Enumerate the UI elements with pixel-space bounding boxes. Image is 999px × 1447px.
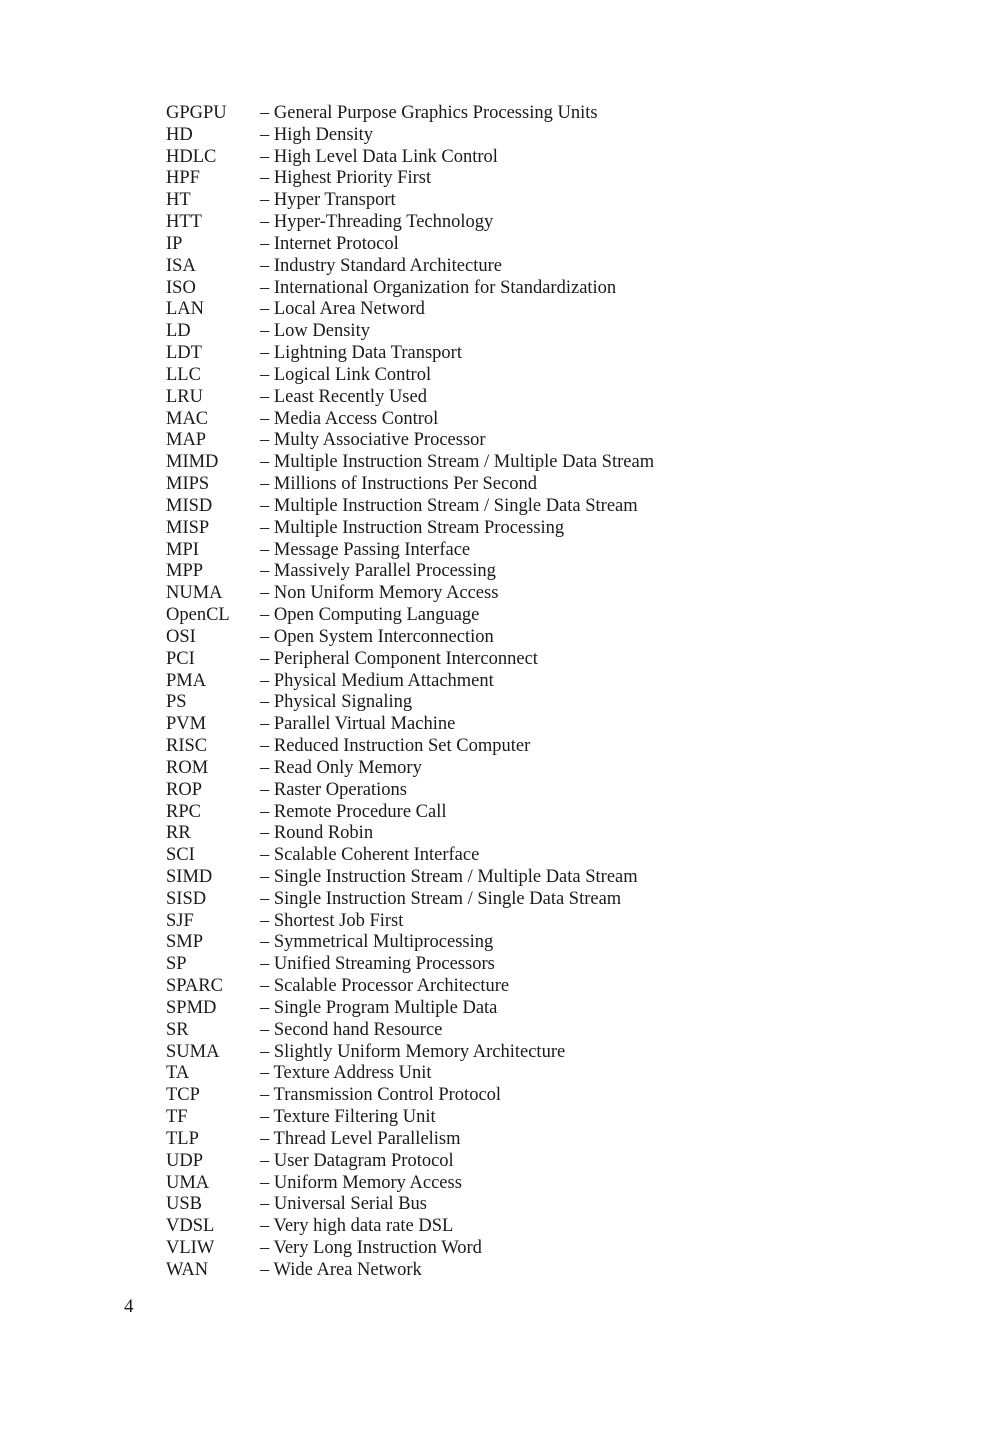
abbreviation-definition: – Symmetrical Multiprocessing: [260, 932, 494, 953]
abbreviation-definition: – Single Instruction Stream / Single Data Stream: [260, 888, 622, 909]
abbreviation-definition: – User Datagram Protocol: [260, 1150, 454, 1171]
abbreviation-row: [166, 1151, 654, 1173]
abbreviation-row: [166, 1194, 654, 1216]
abbreviation-row: [166, 845, 654, 867]
abbreviation-definition: – Message Passing Interface: [260, 539, 471, 560]
abbreviation-definition: – Massively Parallel Processing: [260, 561, 496, 582]
abbreviation-term: MISD: [166, 495, 213, 516]
abbreviation-term: SUMA: [166, 1041, 220, 1062]
abbreviation-row: [166, 605, 654, 627]
abbreviation-term: TA: [166, 1063, 190, 1084]
abbreviation-row: [166, 1216, 654, 1238]
abbreviation-term: HPF: [166, 168, 200, 189]
abbreviation-row: [166, 671, 654, 693]
abbreviation-term: HTT: [166, 212, 202, 233]
abbreviation-term: LAN: [166, 299, 205, 320]
abbreviation-term: ROM: [166, 757, 209, 778]
abbreviation-definition: – Parallel Virtual Machine: [260, 714, 456, 735]
abbreviation-term: SMP: [166, 932, 204, 953]
abbreviation-definition: – Slightly Uniform Memory Architecture: [260, 1041, 566, 1062]
abbreviation-definition: – Uniform Memory Access: [260, 1172, 462, 1193]
abbreviation-definition: – General Purpose Graphics Processing Units: [260, 103, 598, 123]
abbreviation-term: HD: [166, 124, 193, 145]
abbreviation-row: [166, 168, 654, 190]
abbreviation-definition: – Scalable Processor Architecture: [260, 976, 510, 997]
abbreviation-definition: – Single Program Multiple Data: [260, 997, 498, 1018]
abbreviation-row: [166, 1020, 654, 1042]
abbreviation-term: ISA: [166, 255, 196, 276]
abbreviation-definition: – Round Robin: [260, 823, 374, 844]
abbreviation-row: [166, 627, 654, 649]
abbreviation-definition: – Peripheral Component Interconnect: [260, 648, 538, 669]
abbreviation-row: [166, 1107, 654, 1129]
abbreviation-term: PS: [166, 692, 187, 713]
abbreviation-term: RISC: [166, 736, 208, 757]
abbreviation-definition: – Transmission Control Protocol: [260, 1085, 502, 1106]
abbreviation-term: SISD: [166, 888, 207, 909]
abbreviation-row: [166, 343, 654, 365]
abbreviation-row: [166, 387, 654, 409]
abbreviation-term: MAC: [166, 408, 209, 429]
abbreviation-term: PMA: [166, 670, 207, 691]
abbreviation-row: [166, 976, 654, 998]
abbreviation-row: [166, 518, 654, 540]
abbreviation-row: [166, 1063, 654, 1085]
abbreviation-row: [166, 932, 654, 954]
abbreviation-row: [166, 365, 654, 387]
abbreviation-definition: – Media Access Control: [260, 408, 439, 429]
abbreviation-definition: – Multy Associative Processor: [260, 430, 486, 451]
abbreviation-row: [166, 103, 654, 125]
abbreviation-row: [166, 692, 654, 714]
abbreviation-definition: – Physical Signaling: [260, 692, 413, 713]
abbreviation-term: NUMA: [166, 583, 223, 604]
abbreviation-definition: – Read Only Memory: [260, 757, 422, 778]
abbreviation-term: HDLC: [166, 146, 217, 167]
abbreviation-definition: – Multiple Instruction Stream / Multiple Data Stream: [260, 452, 655, 473]
abbreviation-term: PVM: [166, 714, 207, 735]
abbreviation-definition: – Shortest Job First: [260, 910, 404, 931]
abbreviation-definition: – Highest Priority First: [260, 168, 432, 189]
abbreviation-definition: – High Level Data Link Control: [260, 146, 498, 167]
abbreviation-row: [166, 954, 654, 976]
abbreviation-definition: – Reduced Instruction Set Computer: [260, 736, 531, 757]
abbreviation-term: TF: [166, 1107, 188, 1128]
abbreviation-row: [166, 212, 654, 234]
abbreviation-definition: – International Organization for Standardization: [260, 277, 617, 298]
abbreviation-definition: – Local Area Netword: [260, 299, 425, 320]
abbreviation-definition: – Multiple Instruction Stream Processing: [260, 517, 565, 538]
abbreviation-row: [166, 1260, 654, 1282]
abbreviation-definition: – Physical Medium Attachment: [260, 670, 494, 691]
abbreviation-term: RPC: [166, 801, 201, 822]
abbreviation-term: SCI: [166, 845, 195, 866]
abbreviation-row: [166, 409, 654, 431]
abbreviation-term: SPARC: [166, 976, 223, 997]
abbreviation-term: USB: [166, 1194, 202, 1215]
abbreviation-definition: – Industry Standard Architecture: [260, 255, 502, 276]
abbreviation-definition: – Non Uniform Memory Access: [260, 583, 499, 604]
abbreviation-term: TLP: [166, 1128, 199, 1149]
abbreviation-definition: – Multiple Instruction Stream / Single Data Stream: [260, 495, 638, 516]
abbreviation-definition: – Wide Area Network: [260, 1259, 422, 1280]
abbreviation-row: [166, 496, 654, 518]
abbreviation-row: [166, 583, 654, 605]
abbreviation-definition: – Single Instruction Stream / Multiple Data Stream: [260, 866, 638, 887]
abbreviation-definition: – Internet Protocol: [260, 233, 399, 254]
abbreviation-row: [166, 1085, 654, 1107]
abbreviation-definition: – Raster Operations: [260, 779, 407, 800]
abbreviation-definition: – Millions of Instructions Per Second: [260, 474, 537, 495]
abbreviation-row: [166, 1173, 654, 1195]
abbreviation-definition: – Universal Serial Bus: [260, 1194, 427, 1215]
abbreviation-term: MIMD: [166, 452, 219, 473]
page-number: 4: [124, 1296, 134, 1317]
abbreviation-row: [166, 998, 654, 1020]
abbreviation-definition: – High Density: [260, 124, 374, 145]
abbreviation-row: [166, 474, 654, 496]
abbreviation-term: SJF: [166, 910, 194, 931]
abbreviation-term: LD: [166, 321, 191, 342]
abbreviation-row: [166, 1129, 654, 1151]
abbreviation-row: [166, 736, 654, 758]
abbreviation-row: [166, 867, 654, 889]
abbreviation-term: SP: [166, 954, 187, 975]
abbreviation-term: SR: [166, 1019, 189, 1040]
abbreviation-row: [166, 540, 654, 562]
abbreviation-definition: – Thread Level Parallelism: [260, 1128, 461, 1149]
abbreviation-row: [166, 256, 654, 278]
abbreviation-row: [166, 802, 654, 824]
abbreviation-definition: – Open System Interconnection: [260, 626, 494, 647]
abbreviation-term: LRU: [166, 386, 203, 407]
abbreviation-term: TCP: [166, 1085, 200, 1106]
abbreviation-row: [166, 780, 654, 802]
abbreviation-row: [166, 299, 654, 321]
abbreviation-term: ROP: [166, 779, 202, 800]
abbreviation-term: MAP: [166, 430, 207, 451]
abbreviation-term: IP: [166, 233, 183, 254]
abbreviation-term: SPMD: [166, 997, 217, 1018]
abbreviation-term: VDSL: [166, 1216, 215, 1237]
abbreviation-row: [166, 1042, 654, 1064]
abbreviation-definition: – Lightning Data Transport: [260, 343, 462, 364]
abbreviation-term: LDT: [166, 343, 202, 364]
abbreviation-row: [166, 714, 654, 736]
abbreviation-definition: – Scalable Coherent Interface: [260, 845, 480, 866]
abbreviation-term: ISO: [166, 277, 196, 298]
abbreviation-term: PCI: [166, 648, 195, 669]
abbreviation-row: [166, 889, 654, 911]
abbreviation-row: [166, 758, 654, 780]
abbreviation-term: LLC: [166, 364, 201, 385]
abbreviation-term: OpenCL: [166, 605, 230, 626]
abbreviation-definition: – Texture Filtering Unit: [260, 1107, 436, 1128]
abbreviation-row: [166, 278, 654, 300]
abbreviation-term: WAN: [166, 1259, 209, 1280]
abbreviation-term: RR: [166, 823, 191, 844]
abbreviation-definition: – Logical Link Control: [260, 364, 432, 385]
abbreviation-term: OSI: [166, 626, 196, 647]
abbreviation-term: SIMD: [166, 866, 213, 887]
abbreviation-definition: – Low Density: [260, 321, 370, 342]
abbreviation-term: VLIW: [166, 1238, 215, 1259]
abbreviation-row: [166, 911, 654, 933]
abbreviation-definition: – Least Recently Used: [260, 386, 427, 407]
abbreviation-row: [166, 430, 654, 452]
abbreviation-definition: – Very Long Instruction Word: [260, 1238, 482, 1259]
abbreviation-definition: – Open Computing Language: [260, 605, 480, 626]
abbreviation-row: [166, 649, 654, 671]
abbreviation-term: MISP: [166, 517, 210, 538]
abbreviation-definition: – Unified Streaming Processors: [260, 954, 495, 975]
abbreviation-term: UMA: [166, 1172, 210, 1193]
abbreviation-term: HT: [166, 190, 191, 211]
abbreviation-row: [166, 823, 654, 845]
abbreviation-row: [166, 561, 654, 583]
abbreviation-definition: – Texture Address Unit: [260, 1063, 432, 1084]
abbreviation-row: [166, 1238, 654, 1260]
abbreviation-definition: – Hyper-Threading Technology: [260, 212, 494, 233]
abbreviation-list: [166, 103, 654, 1282]
abbreviation-term: UDP: [166, 1150, 204, 1171]
abbreviation-row: [166, 190, 654, 212]
abbreviation-term: MPI: [166, 539, 199, 560]
abbreviation-definition: – Second hand Resource: [260, 1019, 443, 1040]
abbreviation-row: [166, 125, 654, 147]
abbreviation-row: [166, 147, 654, 169]
abbreviation-definition: – Very high data rate DSL: [260, 1216, 454, 1237]
abbreviation-term: MIPS: [166, 474, 210, 495]
abbreviation-term: GPGPU: [166, 103, 227, 123]
abbreviation-term: MPP: [166, 561, 204, 582]
abbreviation-definition: – Remote Procedure Call: [260, 801, 447, 822]
abbreviation-row: [166, 321, 654, 343]
abbreviation-definition: – Hyper Transport: [260, 190, 396, 211]
abbreviation-row: [166, 452, 654, 474]
abbreviation-row: [166, 234, 654, 256]
